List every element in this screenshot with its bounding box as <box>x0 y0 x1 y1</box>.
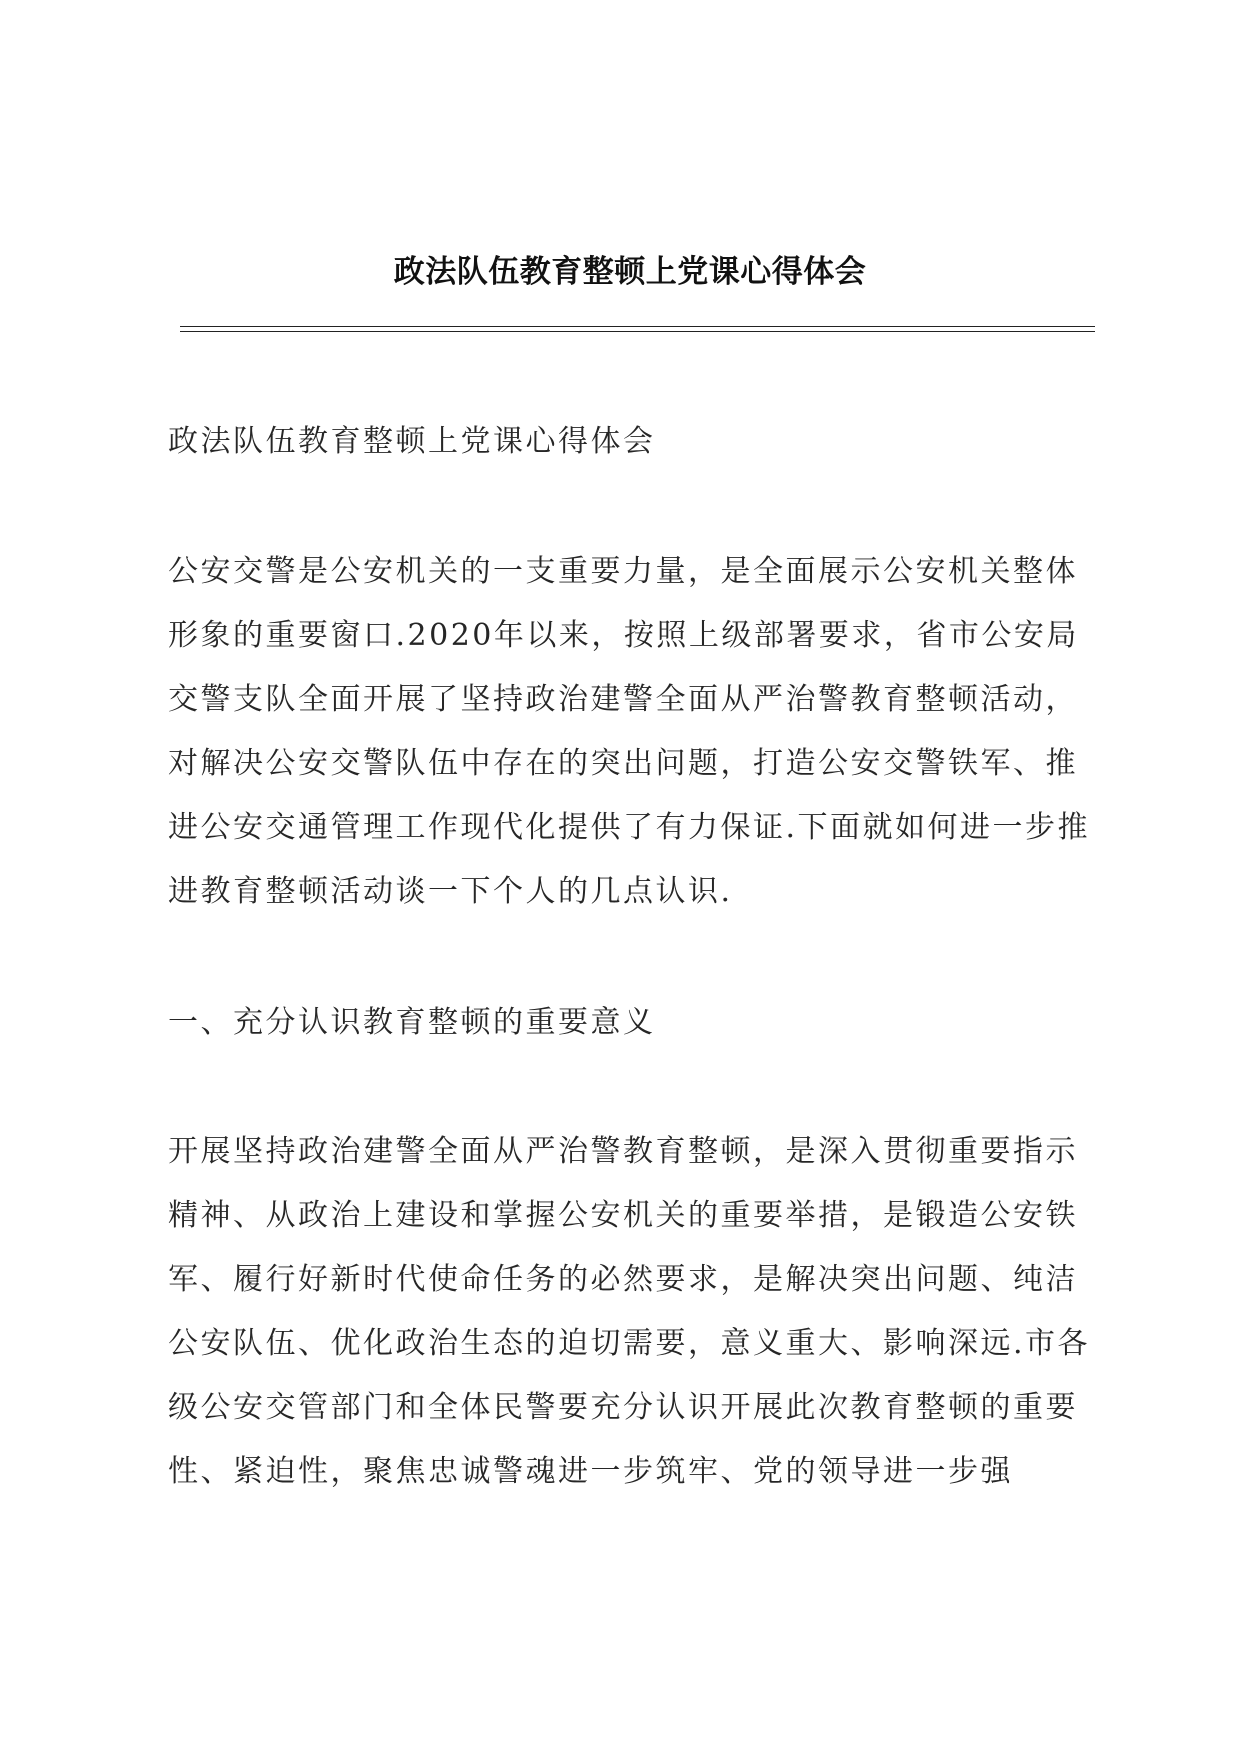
section-heading-1: 一、充分认识教育整顿的重要意义 <box>168 1005 656 1040</box>
paragraph-section-1: 开展坚持政治建警全面从严治警教育整顿，是深入贯彻重要指示精神、从政治上建设和掌握公安机关的重要举措，是锻造公安铁军、履行好新时代使命任务的必然要求，是解决突出问题、纯洁公安队伍、优化政治生态的迫切需要，意义重大、影响深远.市各级公安交管部门和全体民警要充分认识开展此次教育整顿的重要性、紧迫性，聚焦忠诚警魂进一步筑牢、党的领导进一步强 <box>168 1134 1091 1489</box>
document-title: 政法队伍教育整顿上党课心得体会 <box>393 254 867 290</box>
paragraph-intro: 公安交警是公安机关的一支重要力量，是全面展示公安机关整体形象的重要窗口.2020年以来，按照上级部署要求，省市公安局交警支队全面开展了坚持政治建警全面从严治警教育整顿活动，对解决公安交警队伍中存在的突出问题，打造公安交警铁军、推进公安交通管理工作现代化提供了有力保证.下面就如何进一步推进教育整顿活动谈一下个人的几点认识. <box>168 554 1091 909</box>
title-double-rule <box>180 326 1095 332</box>
document-subtitle: 政法队伍教育整顿上党课心得体会 <box>168 424 656 459</box>
